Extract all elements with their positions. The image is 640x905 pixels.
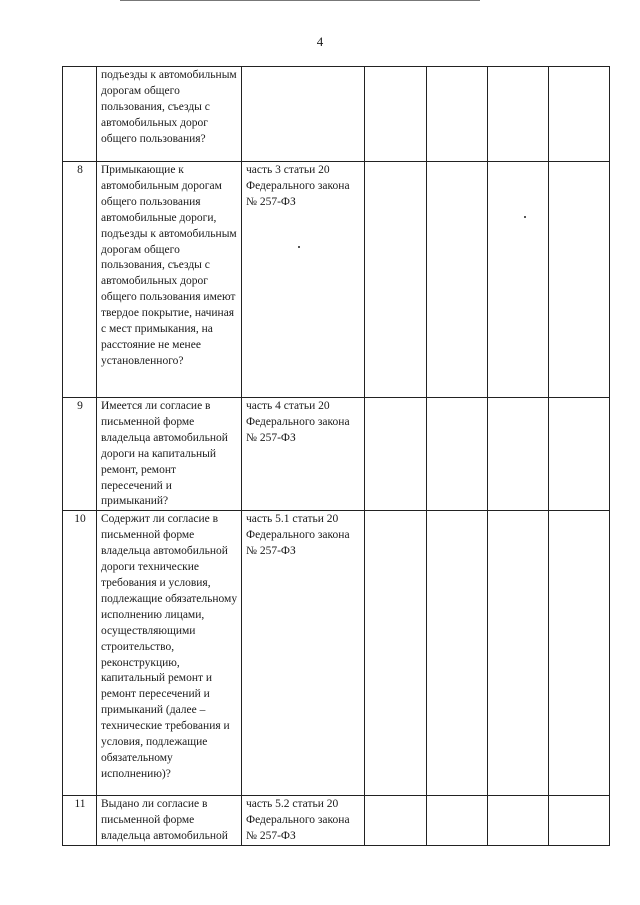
empty-cell (488, 398, 549, 511)
row-number: 8 (63, 162, 97, 398)
question-text: подъезды к автомобильным дорогам общего пользования, съезды с автомобильных дорог общего пользования? (101, 69, 237, 145)
scan-speck (298, 246, 300, 248)
requirement-cell: часть 4 статьи 20 Федерального закона № 257-ФЗ (242, 398, 365, 511)
empty-cell (549, 67, 610, 162)
requirement-cell: часть 5.1 статьи 20 Федерального закона № 257-ФЗ (242, 511, 365, 796)
row-number: 11 (63, 796, 97, 846)
question-cell (97, 511, 242, 796)
empty-cell (549, 162, 610, 398)
empty-cell (549, 511, 610, 796)
table-row (63, 67, 610, 162)
empty-cell (427, 67, 488, 162)
empty-cell (365, 162, 427, 398)
empty-cell (549, 398, 610, 511)
question-text: Имеется ли согласие в письменной форме владельца автомобильной дороги на капитальный ремонт, ремонт пересечений и примыканий? (101, 400, 228, 508)
requirement-cell: часть 3 статьи 20 Федерального закона № 257-ФЗ (242, 162, 365, 398)
question-cell (97, 398, 242, 511)
row-number: 9 (63, 398, 97, 511)
empty-cell (365, 398, 427, 511)
row-number: 10 (63, 511, 97, 796)
requirement-cell (242, 67, 365, 162)
question-text: Выдано ли согласие в письменной форме владельца автомобильной (101, 798, 228, 843)
empty-cell (427, 511, 488, 796)
table-row (63, 398, 610, 511)
question-cell (97, 796, 242, 846)
empty-cell (427, 398, 488, 511)
empty-cell (427, 162, 488, 398)
empty-cell (549, 796, 610, 846)
scan-edge-line (120, 0, 480, 1)
empty-cell (488, 162, 549, 398)
question-cell (97, 162, 242, 398)
empty-cell (427, 796, 488, 846)
empty-cell (488, 67, 549, 162)
scan-speck (524, 216, 526, 218)
empty-cell (365, 67, 427, 162)
table-row (63, 162, 610, 398)
empty-cell (488, 796, 549, 846)
requirement-cell: часть 5.2 статьи 20 Федерального закона № 257-ФЗ (242, 796, 365, 846)
question-text: Примыкающие к автомобильным дорогам общего пользования автомобильные дороги, подъезды к автомобильным дорогам общего пользования, съезды с автомобильных дорог общего пользования имеют твердое покрытие, начиная с мест примыкания, на расстояние не менее установленного? (101, 164, 237, 367)
empty-cell (365, 511, 427, 796)
empty-cell (365, 796, 427, 846)
table-row (63, 511, 610, 796)
question-text: Содержит ли согласие в письменной форме владельца автомобильной дороги технические требования и условия, подлежащие обязательному исполнению лицами, осуществляющими строительство, реконструкцию, капитальный ремонт и ремонт пересечений и примыканий (далее – технические требования и условия, подлежащие обязательному исполнению)? (101, 513, 238, 780)
checklist-table (62, 66, 610, 846)
row-number (63, 67, 97, 162)
page-number: 4 (316, 34, 324, 49)
empty-cell (488, 511, 549, 796)
table-row (63, 796, 610, 846)
question-cell (97, 67, 242, 162)
